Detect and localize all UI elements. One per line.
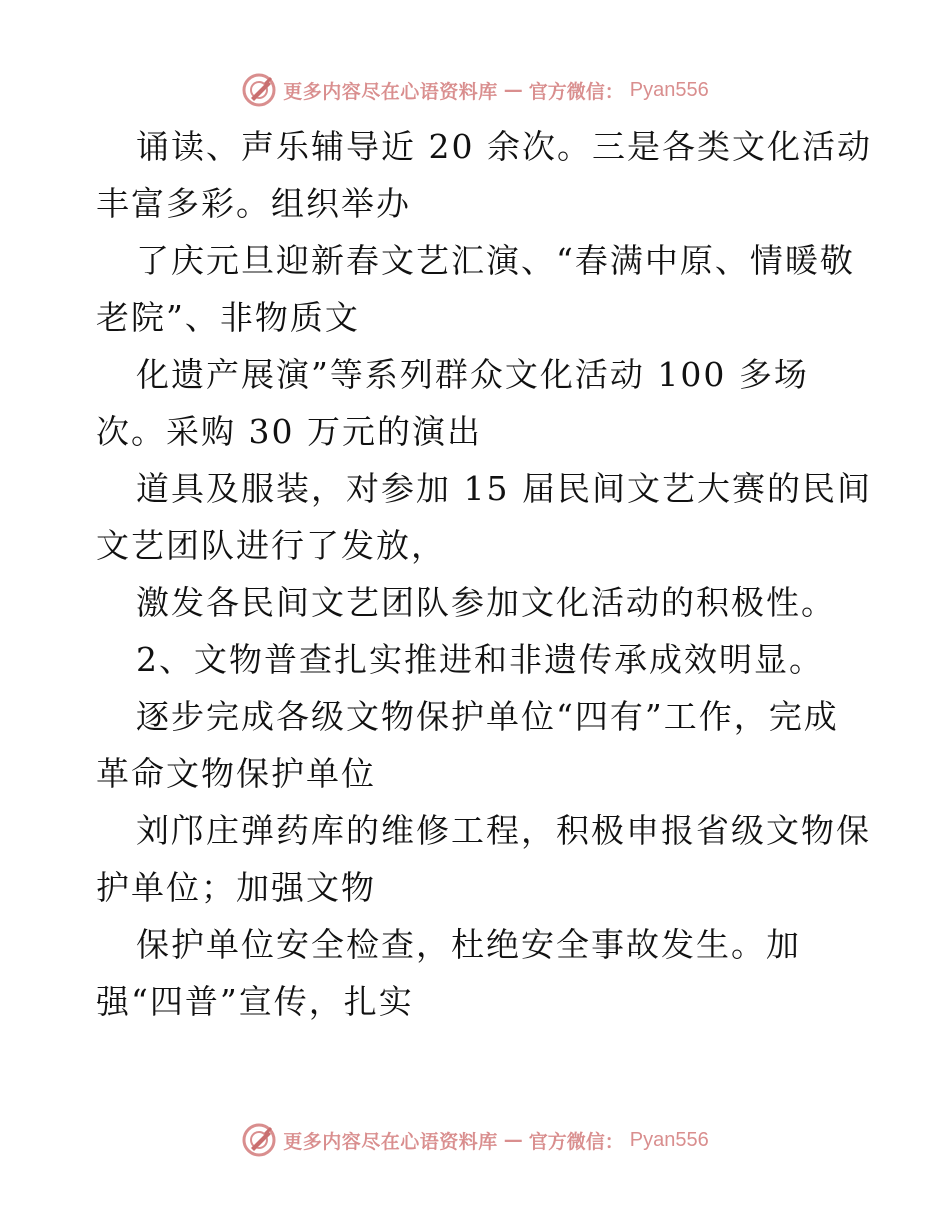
text-line: 丰富多彩。组织举办 <box>96 184 411 223</box>
banner-wechat-label: 官方微信： <box>528 1130 624 1153</box>
brand-logo-icon <box>241 1122 277 1158</box>
text-line: 保护单位安全检查，杜绝安全事故发生。加 <box>136 925 801 964</box>
banner-wechat-label: 官方微信： <box>528 80 624 103</box>
text-line: 文艺团队进行了发放， <box>96 526 446 565</box>
text-line: 道具及服装，对参加 15 届民间文艺大赛的民间 <box>136 469 872 508</box>
footer-banner <box>0 1120 950 1160</box>
brand-logo-icon <box>241 72 277 108</box>
text-line: 逐步完成各级文物保护单位“四有”工作，完成 <box>136 697 839 736</box>
banner-site-text: 更多内容尽在心语资料库 <box>283 1130 498 1153</box>
document-body <box>96 118 872 1030</box>
header-banner <box>0 70 950 110</box>
text-line: 2、文物普查扎实推进和非遗传承成效明显。 <box>136 640 824 679</box>
text-line: 强“四普”宣传，扎实 <box>96 982 414 1021</box>
banner-site-text: 更多内容尽在心语资料库 <box>283 80 498 103</box>
text-line: 次。采购 30 万元的演出 <box>96 412 482 451</box>
text-line: 刘邝庄弹药库的维修工程，积极申报省级文物保 <box>136 811 871 850</box>
banner-wechat-id: Pyan556 <box>629 78 709 101</box>
text-line: 化遗产展演”等系列群众文化活动 100 多场 <box>136 355 809 394</box>
text-line: 了庆元旦迎新春文艺汇演、“春满中原、情暖敬 <box>136 241 855 280</box>
text-line: 护单位；加强文物 <box>96 868 376 907</box>
banner-separator: — <box>503 79 523 101</box>
banner-separator: — <box>503 1129 523 1151</box>
banner-wechat-id: Pyan556 <box>629 1128 709 1151</box>
text-line: 激发各民间文艺团队参加文化活动的积极性。 <box>136 583 836 622</box>
text-line: 诵读、声乐辅导近 20 余次。三是各类文化活动 <box>136 127 872 166</box>
text-line: 革命文物保护单位 <box>96 754 376 793</box>
text-line: 老院”、非物质文 <box>96 298 360 337</box>
